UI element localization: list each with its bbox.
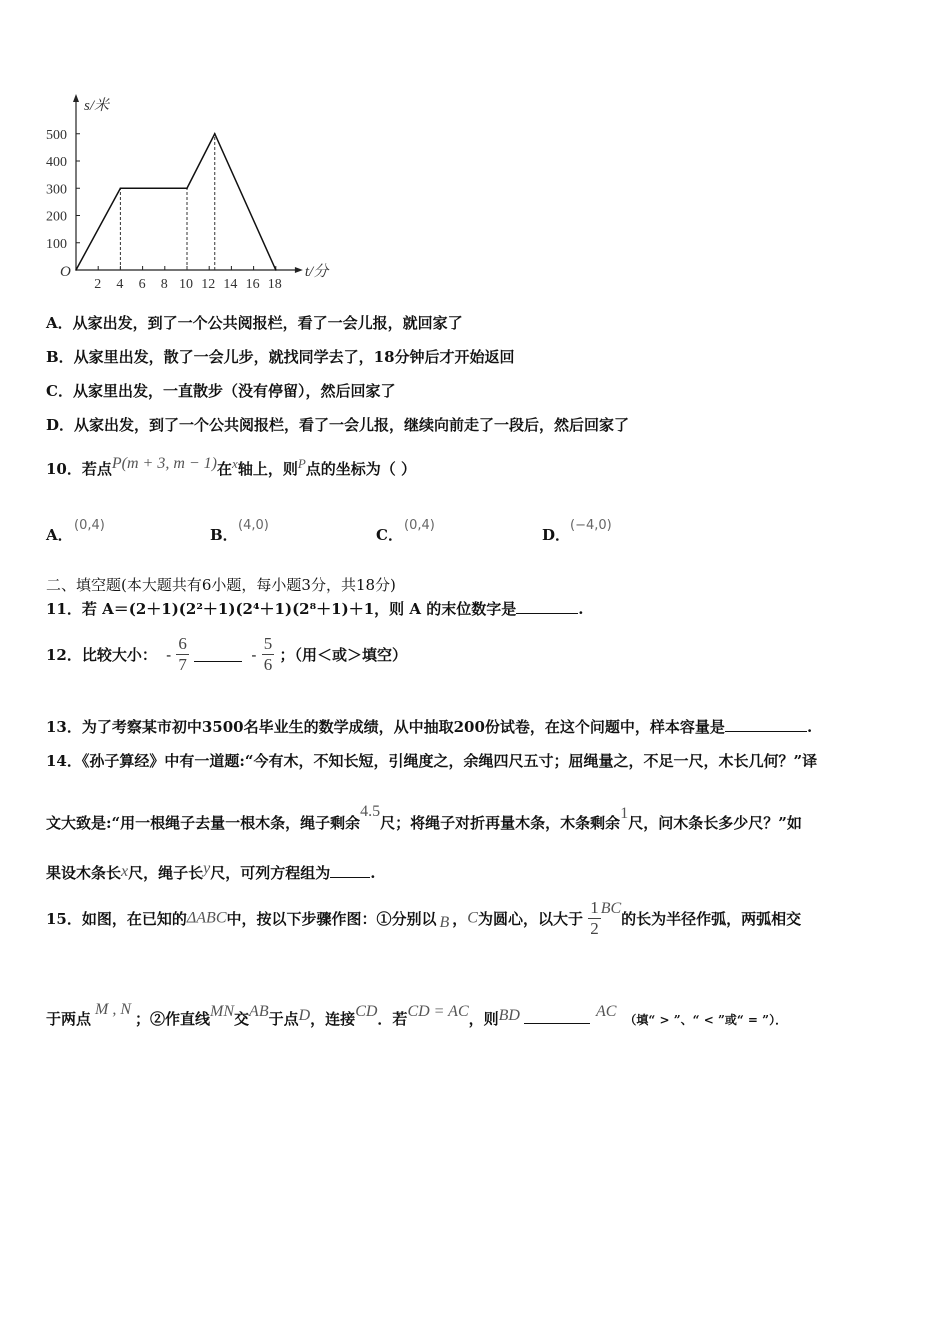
q12-fraction-1 xyxy=(176,634,189,675)
q15-line-2c: 交 xyxy=(234,1010,250,1028)
q12-neg-1: - xyxy=(166,645,172,664)
q10-option-c-label: C． xyxy=(376,526,403,544)
question-10 xyxy=(46,455,417,479)
question-12 xyxy=(46,634,407,684)
q14-y: y xyxy=(203,860,211,877)
data-point xyxy=(214,133,216,135)
x-tick-label: 8 xyxy=(160,277,168,292)
q15-line-2f: ．若 xyxy=(377,1010,408,1028)
q10-option-b-label: B． xyxy=(210,526,238,544)
q14-end: . xyxy=(370,864,376,882)
q15-line-1a: 15．如图，在已知的 xyxy=(46,910,187,928)
x-tick-label: 6 xyxy=(138,277,146,292)
q15-B: B xyxy=(439,913,450,931)
q10-option-d-label: D． xyxy=(542,526,571,544)
q12-den-1: 7 xyxy=(178,655,187,674)
q10-axis: x xyxy=(232,456,238,471)
q15-AB: AB xyxy=(249,1003,269,1020)
q15-line-1 xyxy=(46,898,801,958)
q10-prefix: 10．若点 xyxy=(46,460,112,478)
q15-line-2h: （填“ > ”、“ < ”或“ = ”）． xyxy=(624,1013,788,1027)
q14-x: x xyxy=(121,863,129,880)
q14-line-3b: 尺，绳子长 xyxy=(128,864,204,882)
q12-num-2: 5 xyxy=(263,634,273,653)
q12-prefix: 12．比较大小： xyxy=(46,646,157,664)
data-point xyxy=(75,269,77,271)
q11-answer-blank[interactable] xyxy=(516,599,578,614)
q14-line-2b: 尺；将绳子对折再量木条，木条剩余 xyxy=(380,814,621,832)
q12-neg-2: - xyxy=(251,645,257,664)
q15-triangle: ΔABC xyxy=(186,909,227,927)
y-tick-label: 200 xyxy=(46,209,67,225)
q12-fraction-2 xyxy=(262,634,275,675)
q14-answer-blank[interactable] xyxy=(330,863,370,878)
q12-answer-blank[interactable] xyxy=(194,647,242,662)
q15-MN: MN xyxy=(210,1003,235,1020)
q14-value-2: 1 xyxy=(620,805,629,822)
q12-suffix: ；（用＜或＞填空） xyxy=(279,646,407,664)
q14-line-3 xyxy=(46,862,376,883)
q9-option-d: D．从家出发，到了一个公共阅报栏，看了一会儿报，继续向前走了一段后，然后回家了 xyxy=(46,416,630,434)
x-tick-label: 2 xyxy=(94,277,102,292)
q10-point: P(m + 3, m − 1) xyxy=(111,455,218,472)
section-2-heading: 二、填空题(本大题共有6小题，每小题3分，共18分) xyxy=(46,576,396,594)
q11-text: 11．若 A＝(2＋1)(2²＋1)(2⁴＋1)(2⁸＋1)＋1，则 A 的末位数字是 xyxy=(46,600,517,618)
q14-line-2a: 文大致是:“用一根绳子去量一根木条，绳子剩余 xyxy=(46,814,361,832)
y-axis-arrow xyxy=(73,94,79,102)
q15-line-1c: 为圆心，以大于 xyxy=(477,910,583,928)
q10-option-c-value: (0,4) xyxy=(404,518,435,533)
q15-line-2b: ；②作直线 xyxy=(135,1010,211,1028)
q13-answer-blank[interactable] xyxy=(725,717,807,732)
q10-option-d-value: (−4,0) xyxy=(570,518,612,533)
x-tick-label: 4 xyxy=(116,277,124,292)
q11-end: . xyxy=(578,600,584,618)
q10-option-a-value: (0,4) xyxy=(74,518,105,533)
q10-suffix: 点的坐标为（ ） xyxy=(305,460,417,478)
q15-half-den: 2 xyxy=(590,919,599,938)
x-tick-label: 14 xyxy=(223,277,238,292)
q13-text: 13．为了考察某市初中3500名毕业生的数学成绩，从中抽取200份试卷，在这个问题中，样本容量是 xyxy=(46,718,725,736)
q9-option-a: A．从家出发，到了一个公共阅报栏，看了一会儿报，就回家了 xyxy=(46,314,463,332)
origin-label: O xyxy=(60,264,71,280)
q10-option-a-label: A． xyxy=(46,526,73,544)
q15-half-fraction xyxy=(588,898,601,939)
y-axis-label: s/米 xyxy=(84,98,110,114)
x-tick-label: 10 xyxy=(179,277,193,292)
q15-line-2a: 于两点 xyxy=(46,1010,92,1028)
q9-option-c: C．从家里出发，一直散步（没有停留），然后回家了 xyxy=(46,382,396,400)
data-point xyxy=(275,269,277,271)
q14-line-2 xyxy=(46,803,802,833)
q15-line-2d: 于点 xyxy=(268,1010,299,1028)
q15-line-1d: 的长为半径作弧，两弧相交 xyxy=(621,910,802,928)
series-line xyxy=(76,134,276,270)
question-11 xyxy=(46,598,583,619)
q10-p: P xyxy=(297,456,306,471)
data-point xyxy=(120,187,122,189)
q14-line-3a: 果设木条长 xyxy=(46,864,122,882)
q15-half-num: 1 xyxy=(590,898,599,917)
y-tick-label: 500 xyxy=(46,127,67,143)
q14-value-1: 4.5 xyxy=(360,803,381,820)
q15-line-1b: 中，按以下步骤作图：①分别以 xyxy=(226,910,437,928)
q10-mid2: 轴上，则 xyxy=(237,460,298,478)
distance-time-graph xyxy=(38,92,338,292)
q14-line-2c: 尺，问木条长多少尺？”如 xyxy=(628,814,802,832)
q15-comma: ， xyxy=(452,910,468,928)
q15-answer-blank[interactable] xyxy=(524,1009,590,1024)
x-tick-label: 16 xyxy=(245,277,260,292)
q15-MN-points: M , N xyxy=(95,1001,132,1018)
x-tick-label: 18 xyxy=(267,277,282,292)
q12-num-1: 6 xyxy=(178,634,187,653)
q15-D: D xyxy=(298,1007,311,1024)
q14-line-3c: 尺，可列方程组为 xyxy=(210,864,331,882)
x-tick-label: 12 xyxy=(201,277,216,292)
x-axis-label: t/分 xyxy=(304,264,329,280)
data-point xyxy=(186,187,188,189)
q12-den-2: 6 xyxy=(263,655,273,674)
q13-end: . xyxy=(806,718,813,736)
q9-option-b: B．从家里出发，散了一会儿步，就找同学去了，18分钟后才开始返回 xyxy=(46,348,515,366)
q10-option-b-value: (4,0) xyxy=(238,518,269,533)
x-axis-arrow xyxy=(295,267,303,273)
y-tick-label: 300 xyxy=(46,182,67,198)
q14-line-1: 14．《孙子算经》中有一道题:“今有木，不知长短，引绳度之，余绳四尺五寸；屈绳量之，不足一尺，木长几何？”译 xyxy=(46,752,818,770)
q15-AC: AC xyxy=(595,1003,617,1020)
q15-line-2 xyxy=(46,1001,788,1029)
q15-C: C xyxy=(467,909,478,927)
q15-BC: BC xyxy=(600,899,622,917)
q15-equation: CD = AC xyxy=(407,1003,469,1020)
q15-line-2e: ，连接 xyxy=(310,1010,356,1028)
q15-line-2g: ，则 xyxy=(468,1010,499,1028)
q10-mid1: 在 xyxy=(217,460,233,478)
q15-CD: CD xyxy=(355,1003,378,1020)
q15-BD: BD xyxy=(498,1007,520,1024)
y-tick-label: 400 xyxy=(46,155,67,170)
y-tick-label: 100 xyxy=(46,236,67,252)
question-13 xyxy=(46,716,812,737)
